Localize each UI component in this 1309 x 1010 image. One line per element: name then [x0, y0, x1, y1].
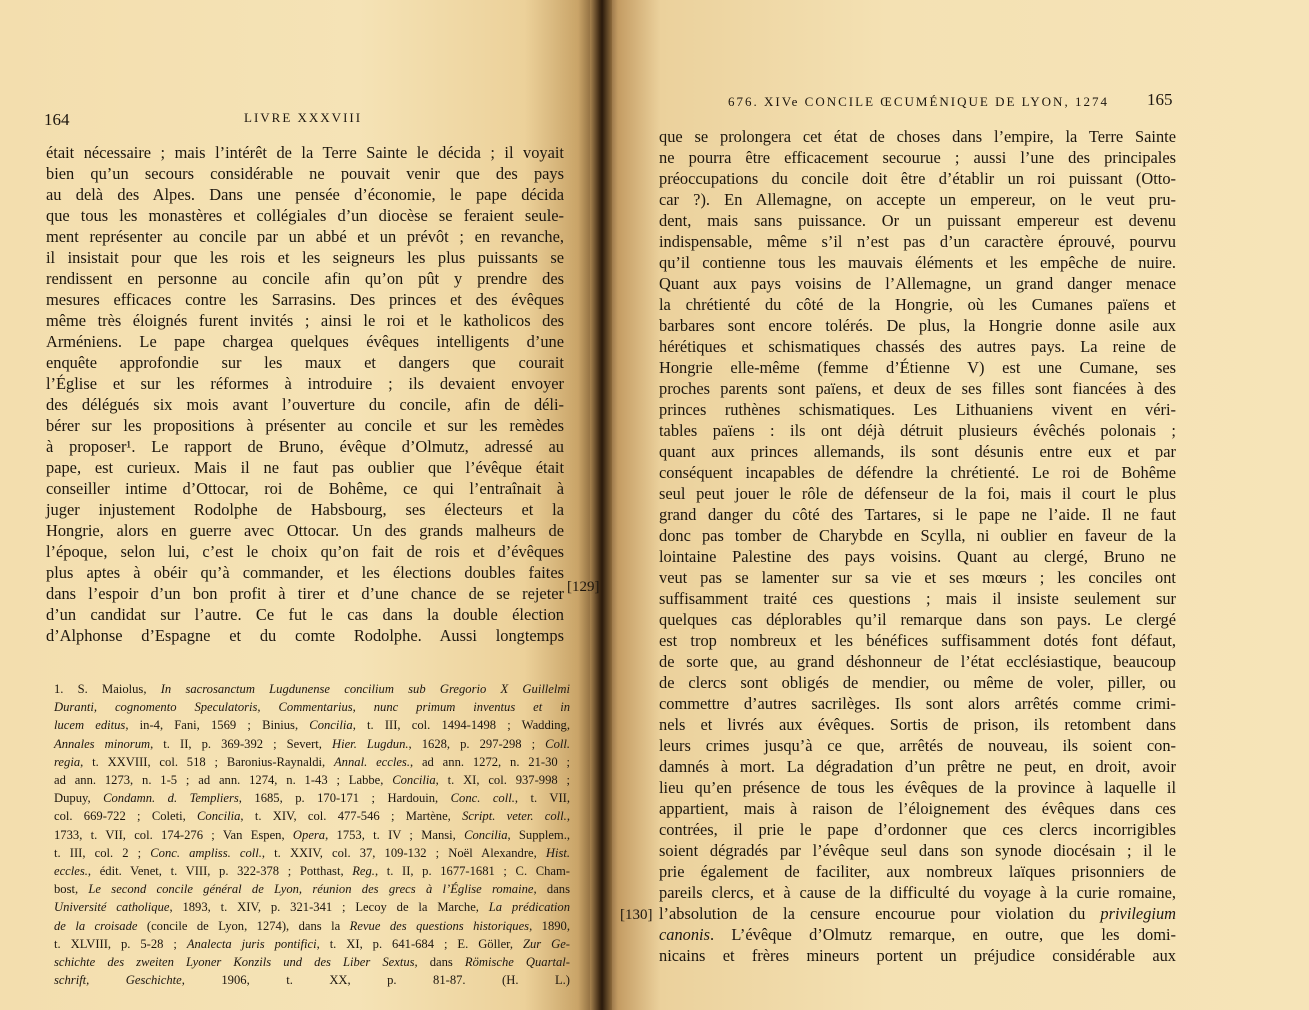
- text-line: tables païens : ils ont déjà détruit plusieurs évêchés polonais ;: [659, 421, 1176, 440]
- text-line: l’époque, selon lui, c’est le choix qu’on fait de rois et d’évêques: [46, 542, 564, 561]
- footnote-line: Annales minorum, t. II, p. 369-392 ; Severt, Hier. Lugdun., 1628, p. 297-298 ; Coll.: [54, 736, 571, 751]
- footnote-line: regia, t. XXVIII, col. 518 ; Baronius-Raynaldi, Annal. eccles., ad ann. 1272, n. 21-30 ;: [54, 754, 571, 769]
- text-line: conseiller intime d’Ottocar, roi de Bohême, ce qui l’entraînait à: [46, 479, 564, 498]
- footnote-line: t. III, col. 2 ; Conc. ampliss. coll., t. XXIV, col. 37, 109-132 ; Noël Alexandre, Hist.: [54, 845, 571, 860]
- text-line: que se prolongera cet état de choses dans l’empire, la Terre Sainte: [659, 127, 1176, 146]
- margin-marker-right: [130]: [620, 907, 653, 923]
- page-number: 165: [1147, 90, 1173, 109]
- text-line: suffisamment traité ces questions ; mais il insiste seulement sur: [659, 589, 1176, 608]
- footnote-line: schichte des zweiten Lyoner Konzils und des Liber Sextus, dans Römische Quartal-: [54, 955, 570, 969]
- text-line: plus aptes à obéir qu’à commander, et les élections doubles faites: [46, 563, 564, 582]
- footnote-line: ad ann. 1273, n. 1-5 ; ad ann. 1274, n. 1-43 ; Labbe, Concilia, t. XI, col. 937-998 ;: [54, 773, 570, 787]
- footnote-line: Université catholique, 1893, t. XIV, p. 321-341 ; Lecoy de la Marche, La prédication: [54, 900, 570, 915]
- footnote-line: t. XLVIII, p. 5-28 ; Analecta juris pontifici, t. XI, p. 641-684 ; E. Göller, Zur Ge-: [54, 936, 570, 951]
- text-line: nicains et frères mineurs portent un préjudice considérable aux: [659, 946, 1176, 965]
- text-line: Hongrie, alors en guerre avec Ottocar. Un des grands malheurs de: [46, 521, 564, 540]
- text-line: dent, mais sans puissance. Or un puissant empereur est devenu: [659, 211, 1176, 230]
- text-line: d’un candidat sur l’autre. Ce fut le cas dans la double élection: [46, 605, 564, 624]
- text-line: Quant aux pays voisins de l’Allemagne, un grand danger menace: [659, 274, 1176, 293]
- text-line: lointaine Palestine des pays voisins. Quant au clergé, Bruno ne: [659, 547, 1176, 566]
- text-line: bien qu’un secours considérable ne pouvait venir que des pays: [46, 164, 564, 183]
- text-line: d’Alphonse d’Espagne et du comte Rodolphe. Aussi longtemps: [46, 626, 564, 645]
- text-line: que tous les monastères et collégiales d’un diocèse se feraient seule-: [46, 206, 564, 225]
- footnote-line: 1. S. Maiolus, In sacrosanctum Lugdunense concilium sub Gregorio X Guillelmi: [54, 682, 570, 696]
- text-line: de clercs sont obligés de mendier, ou même de voler, piller, ou: [659, 673, 1176, 692]
- text-line: car ?). En Allemagne, on accepte un empereur, on le veut pru-: [659, 190, 1176, 209]
- footnote-line: lucem editus, in-4, Fani, 1569 ; Binius, Concilia, t. III, col. 1494-1498 ; Wadding,: [54, 718, 570, 733]
- text-line: donc pas tomber de Charybde en Scylla, ni oublier en faveur de la: [659, 526, 1176, 545]
- text-line: prie également de faciliter, aux nombreux laïques prisonniers de: [659, 862, 1176, 881]
- text-line: barbares sont encore tolérés. De plus, la Hongrie donne asile aux: [659, 316, 1176, 335]
- text-line: contrées, il prie le pape d’ordonner que ces clercs incorrigibles: [659, 820, 1176, 839]
- text-line: canonis. L’évêque d’Olmutz remarque, en outre, que les domi-: [659, 925, 1176, 944]
- text-line: princes ruthènes schismatiques. Les Lithuaniens vivent en véri-: [659, 400, 1176, 419]
- text-line: seul peut jouer le rôle de défenseur de la foi, mais il court le plus: [659, 484, 1176, 503]
- footnote-line: de la croisade (concile de Lyon, 1274), dans la Revue des questions historiques, 1890,: [54, 918, 570, 933]
- text-line: ne pourra être efficacement secourue ; aussi l’une des principales: [659, 148, 1176, 167]
- text-line: la chrétienté du côté de la Hongrie, où les Cumanes païens et: [659, 295, 1176, 314]
- text-line: conséquent incapables de défendre la chrétienté. Le roi de Bohême: [659, 463, 1176, 482]
- footnote-line: Dupuy, Condamn. d. Templiers, 1685, p. 170-171 ; Hardouin, Conc. coll., t. VII,: [54, 791, 571, 806]
- text-line: indispensable, même s’il n’est pas d’un caractère éprouvé, pourvu: [659, 232, 1176, 251]
- footnote-line: bost, Le second concile général de Lyon, réunion des grecs à l’Église romaine, dans: [54, 882, 570, 897]
- text-line: même très éloignés furent invités ; ainsi le roi et le katholicos des: [46, 311, 564, 330]
- text-line: il insistait pour que les rois et les seigneurs les plus puissants se: [46, 248, 564, 267]
- text-line: grand danger du côté des Tartares, si le pape ne l’aide. Il ne faut: [659, 505, 1176, 524]
- footnote-line: schrift, Geschichte, 1906, t. XX, p. 81-87. (H. L.): [54, 973, 570, 988]
- text-line: est trop nombreux et les bénéfices suffisamment dotés font défaut,: [659, 631, 1176, 650]
- running-head: 676. XIVe CONCILE ŒCUMÉNIQUE DE LYON, 1274: [728, 94, 1109, 109]
- text-line: dans l’espoir d’un bon profit à tirer et d’une chance de se rejeter: [46, 584, 564, 603]
- text-line: préoccupations du concile doit être d’établir un roi puissant (Otto-: [659, 169, 1176, 188]
- text-line: qu’il contienne tous les mauvais éléments et les empêche de nuire.: [659, 253, 1176, 272]
- text-line: soient dégradés par l’évêque seul dans son synode diocésain ; il le: [659, 841, 1176, 860]
- text-line: était nécessaire ; mais l’intérêt de la Terre Sainte le décida ; il voyait: [46, 143, 564, 162]
- left-page: [0, 0, 596, 1010]
- book-gutter: [590, 0, 612, 1010]
- footnote-line: Duranti, cognomento Speculatoris, Commentarius, nunc primum inventus et in: [54, 700, 570, 715]
- text-line: hérétiques et schismatiques chassés des autres pays. La reine de: [659, 337, 1176, 356]
- text-line: proches parents sont païens, et deux de ses filles sont fiancées à des: [659, 379, 1176, 398]
- text-line: l’Église et sur les réformes à introduire ; ils devaient envoyer: [46, 374, 564, 393]
- text-line: pareils clercs, et à cause de la difficulté du voyage à la curie romaine,: [659, 883, 1176, 902]
- text-line: l’absolution de la censure encourue pour violation du privilegium: [659, 904, 1176, 923]
- text-line: pape, est curieux. Mais il ne faut pas oublier que l’évêque était: [46, 458, 564, 477]
- text-line: des délégués six mois avant l’ouverture du concile, afin de déli-: [46, 395, 564, 414]
- text-line: damnés à mort. La dégradation d’un prêtre ne peut, en droit, avoir: [659, 757, 1176, 776]
- text-line: mesures efficaces contre les Sarrasins. Des princes et des évêques: [46, 290, 564, 309]
- footnote-line: col. 669-722 ; Coleti, Concilia, t. XIV, col. 477-546 ; Martène, Script. veter. coll.,: [54, 809, 570, 824]
- footnote-line: 1733, t. VII, col. 174-276 ; Van Espen, Opera, 1753, t. IV ; Mansi, Concilia, Supplem.,: [54, 827, 571, 842]
- text-line: Hongrie elle-même (femme d’Étienne V) est une Cumane, ses: [659, 358, 1176, 377]
- text-line: au delà des Alpes. Dans une pensée d’économie, le pape décida: [46, 185, 564, 204]
- text-line: enquête approfondie sur les maux et dangers que courait: [46, 353, 564, 372]
- text-line: veut pas se lamenter sur sa vie et ses mœurs ; les conciles ont: [659, 568, 1176, 587]
- page-number: 164: [44, 110, 70, 129]
- text-line: nels et livrés aux évêques. Sortis de prison, ils retombent dans: [659, 715, 1176, 734]
- text-line: ment représenter au concile par un abbé et un prévôt ; en revanche,: [46, 227, 564, 246]
- footnote-line: eccles., édit. Venet, t. VIII, p. 322-378 ; Potthast, Reg., t. II, p. 1677-1681 ; C. Cham-: [54, 864, 570, 878]
- text-line: quant aux princes allemands, ils sont désunis entre eux et par: [659, 442, 1176, 461]
- text-line: lieu qu’en présence de tous les évêques de la province à laquelle il: [659, 778, 1176, 797]
- text-line: commettre d’autres sacrilèges. Ils sont alors arrêtés comme crimi-: [659, 694, 1176, 713]
- margin-marker-left: [129]: [567, 579, 600, 595]
- text-line: bérer sur les propositions à présenter au concile et sur les remèdes: [46, 416, 564, 435]
- text-line: rendissent en personne au concile afin qu’on pût y prendre des: [46, 269, 564, 288]
- running-head: LIVRE XXXVIII: [244, 110, 363, 125]
- text-line: quelques cas déplorables qu’il remarque dans son pays. Le clergé: [659, 610, 1176, 629]
- text-line: juger injustement Rodolphe de Habsbourg, ses électeurs et la: [46, 500, 564, 519]
- text-line: de sorte que, au grand déshonneur de l’état ecclésiastique, beaucoup: [659, 652, 1176, 671]
- text-line: leurs crimes jusqu’à ce que, arrêtés de nouveau, ils soient con-: [659, 736, 1176, 755]
- text-line: Arméniens. Le pape chargea quelques évêques intelligents d’une: [46, 332, 564, 351]
- right-page: [604, 0, 1309, 1010]
- text-line: appartient, mais à raison de l’éloignement des évêques dans ces: [659, 799, 1176, 818]
- text-line: à proposer¹. Le rapport de Bruno, évêque d’Olmutz, adressé au: [46, 437, 564, 456]
